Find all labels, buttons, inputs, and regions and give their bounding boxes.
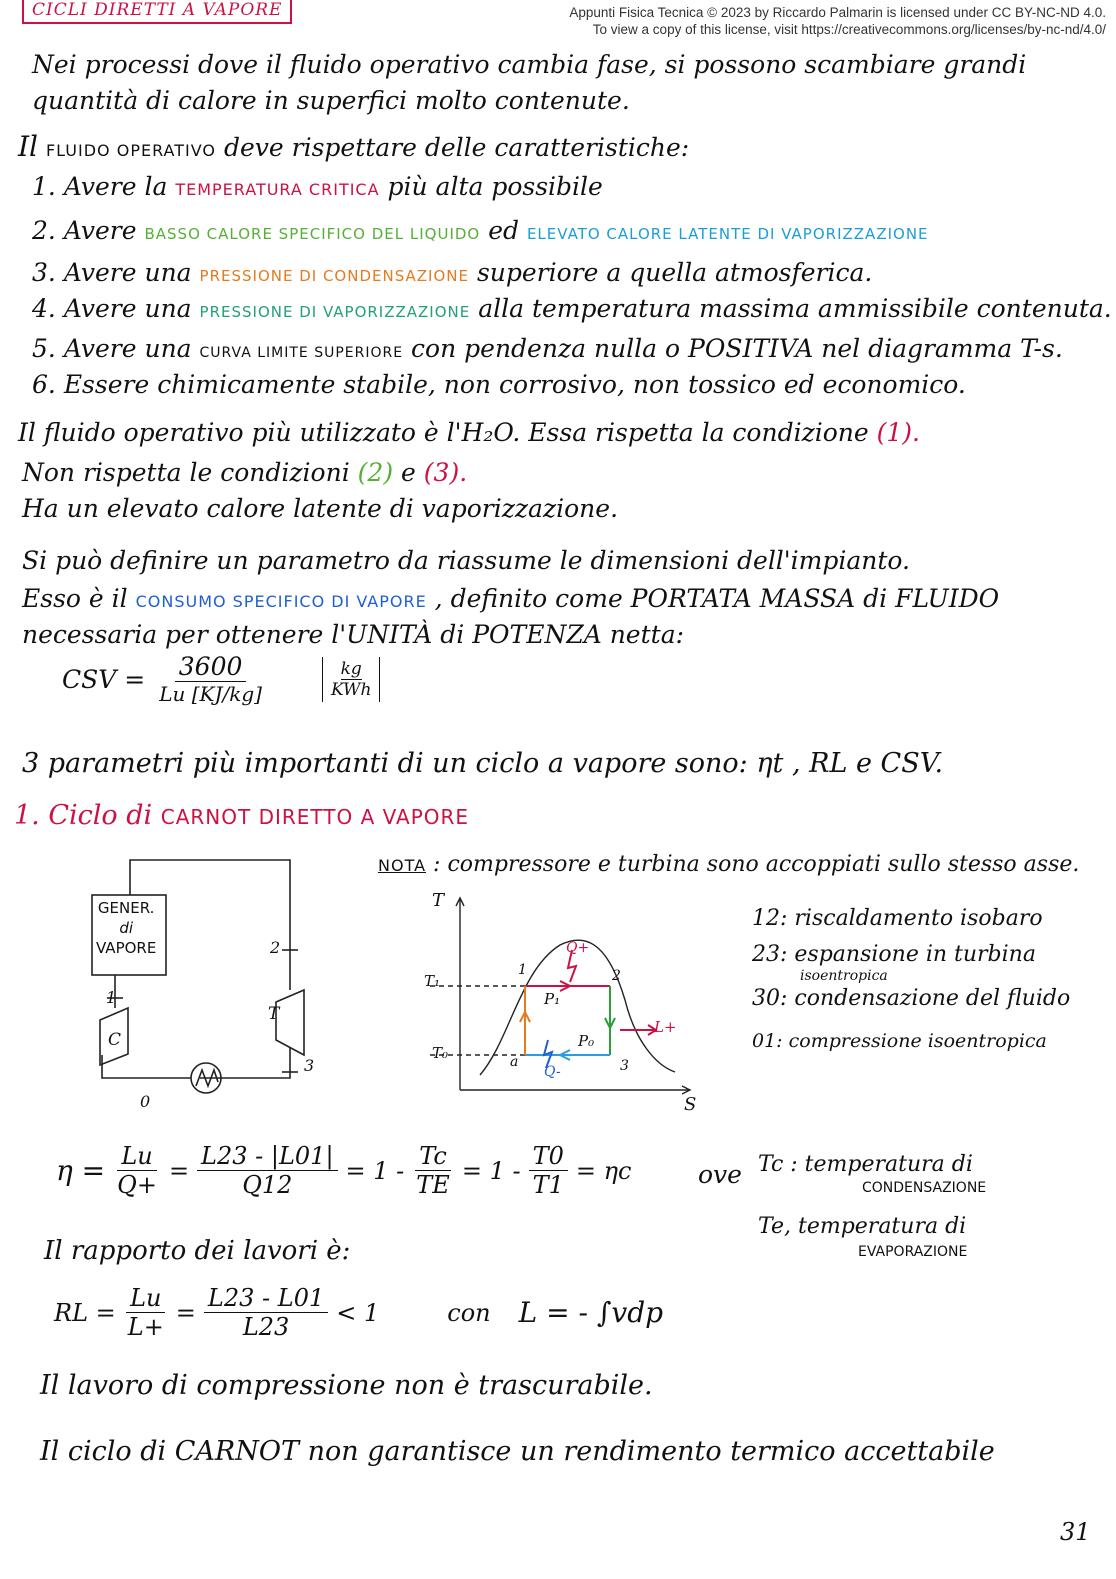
page-number: 31 xyxy=(1060,1518,1091,1546)
params-line: 3 parametri più importanti di un ciclo a vapore sono: ηt , RL e CSV. xyxy=(22,748,944,779)
efficiency-ove: ove xyxy=(698,1160,742,1189)
csv-line-2: Esso è il CONSUMO SPECIFICO DI VAPORE , definito come PORTATA MASSA di FLUIDO xyxy=(22,584,1000,613)
schematic-pt-3: 3 xyxy=(304,1056,315,1075)
plant-schematic xyxy=(80,850,330,1110)
requirements-heading: Il FLUIDO OPERATIVO deve rispettare delle caratteristiche: xyxy=(18,130,690,163)
turbine-shape xyxy=(276,990,304,1055)
requirement-item-5: 5. Avere una CURVA LIMITE SUPERIORE con pendenza nulla o POSITIVA nel diagramma T-s. xyxy=(32,334,1063,363)
ts-pt-1: 1 xyxy=(518,962,527,978)
rl-line-2: Il lavoro di compressione non è trascurabile. xyxy=(40,1370,653,1401)
te-sub: EVAPORAZIONE xyxy=(858,1244,968,1260)
carnot-heading: 1. Ciclo di CARNOT DIRETTO A VAPORE xyxy=(14,800,470,831)
license-line-2: To view a copy of this license, visit https://creativecommons.org/licenses/by-nc-nd/4.0/ xyxy=(592,22,1106,37)
gen-label: GENER. di VAPORE xyxy=(96,899,157,957)
water-line-3: Ha un elevato calore latente di vaporizzazione. xyxy=(22,494,619,523)
legend-01: 01: compressione isoentropica xyxy=(752,1030,1047,1052)
turbine-label: T xyxy=(268,1004,280,1024)
page-title: CICLI DIRETTI A VAPORE xyxy=(32,0,283,20)
ts-pt-a: a xyxy=(510,1054,519,1070)
requirement-item-4: 4. Avere una PRESSIONE DI VAPORIZZAZIONE alla temperatura massima ammissibile contenuta. xyxy=(32,294,1112,323)
ts-lplus-label: L+ xyxy=(654,1018,677,1036)
requirement-item-2: 2. Avere BASSO CALORE SPECIFICO DEL LIQUIDO ed ELEVATO CALORE LATENTE DI VAPORIZZAZIONE xyxy=(32,216,929,245)
csv-formula: CSV = $\frac{3600}{Lu [KJ/kg]}$ kg KWh xyxy=(62,652,380,706)
csv-fraction: $\frac{3600}{Lu [KJ/kg]}$ xyxy=(159,652,262,706)
tc-sub: CONDENSAZIONE xyxy=(862,1180,987,1196)
legend-23-sub: isoentropica xyxy=(800,968,888,984)
ts-t0-label: T₀ xyxy=(432,1044,449,1062)
requirement-item-3: 3. Avere una PRESSIONE DI CONDENSAZIONE superiore a quella atmosferica. xyxy=(32,258,873,287)
schematic-pt-1: 1 xyxy=(106,988,117,1007)
ts-y-label: T xyxy=(432,890,445,911)
carnot-note: NOTA : compressore e turbina sono accoppiati sullo stesso asse. xyxy=(378,852,1080,877)
legend-12: 12: riscaldamento isobaro xyxy=(752,906,1043,931)
intro-line-2: quantità di calore in superfici molto contenute. xyxy=(32,86,630,115)
tc-label: Tc : temperatura di xyxy=(758,1152,973,1177)
water-line-2: Non rispetta le condizioni (2) e (3). xyxy=(22,458,468,487)
csv-line-1: Si può definire un parametro da riassume le dimensioni dell'impianto. xyxy=(22,546,910,575)
water-line-1: Il fluido operativo più utilizzato è l'H₂O. Essa rispetta la condizione (1). xyxy=(18,418,920,447)
legend-30: 30: condensazione del fluido xyxy=(752,986,1071,1011)
csv-line-3: necessaria per ottenere l'UNITÀ di POTENZA netta: xyxy=(22,620,685,649)
intro-line-1: Nei processi dove il fluido operativo cambia fase, si possono scambiare grandi xyxy=(32,50,1027,79)
rl-intro: Il rapporto dei lavori è: xyxy=(44,1236,351,1266)
csv-unit: kg KWh xyxy=(322,657,381,702)
compressor-label: C xyxy=(108,1030,122,1050)
schematic-pt-0: 0 xyxy=(140,1092,151,1111)
legend-23: 23: espansione in turbina xyxy=(752,942,1036,967)
ts-qminus-label: Q- xyxy=(544,1064,561,1080)
license-line-1: Appunti Fisica Tecnica © 2023 by Riccardo Palmarin is licensed under CC BY-NC-ND 4.0. xyxy=(569,5,1106,20)
ts-pt-3: 3 xyxy=(620,1058,629,1074)
ts-pt-2: 2 xyxy=(612,968,621,984)
ts-t1-label: T₁ xyxy=(424,972,441,990)
ts-x-label: S xyxy=(684,1094,697,1115)
requirement-item-1: 1. Avere la TEMPERATURA CRITICA più alta possibile xyxy=(32,172,603,201)
ts-diagram xyxy=(420,890,710,1120)
efficiency-formula: η = $\frac{Lu}{Q+}$ = $\frac{L23 - |L01|}{Q12}$ = 1 - $\frac{Tc}{TE}$ = 1 - $\frac{T0}{T1}$ = ηc xyxy=(56,1142,632,1199)
te-label: Te, temperatura di xyxy=(758,1214,967,1239)
schematic-pt-2: 2 xyxy=(270,938,281,957)
rl-line-3: Il ciclo di CARNOT non garantisce un rendimento termico accettabile xyxy=(40,1436,995,1467)
page-title-box xyxy=(22,0,292,24)
ts-p1-label: P₁ xyxy=(544,990,561,1008)
ts-qplus-label: Q+ xyxy=(566,940,590,956)
requirement-item-6: 6. Essere chimicamente stabile, non corrosivo, non tossico ed economico. xyxy=(32,370,966,399)
license-notice xyxy=(569,4,1106,38)
ts-p0-label: P₀ xyxy=(578,1032,595,1050)
rl-formula: RL = $\frac{Lu}{L+}$ = $\frac{L23 - L01}{L23}$ < 1 con L = - ∫vdp xyxy=(54,1284,664,1341)
